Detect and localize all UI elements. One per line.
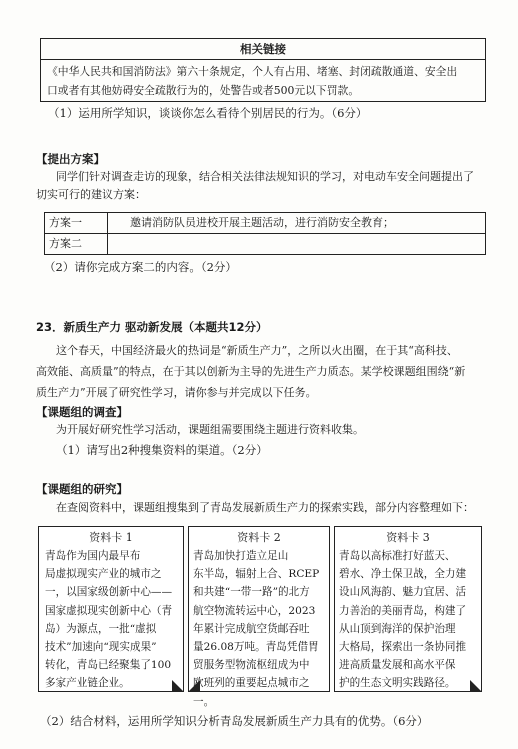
related-link-line: 《中华人民共和国消防法》第六十条规定，个人有占用、堵塞、封闭疏散通道、安全出 [47, 65, 458, 78]
research-text: 在查阅资料中，课题组搜集到了青岛发展新质生产力的探索实践，部分内容整理如下： [56, 501, 474, 514]
card-text: 青岛以高标准打好蓝天、 碧水、净土保卫战，全力建 设山风海韵、魅力宜居、活 力善治的美丽青岛，构建了 从山顶到海洋的保护治理 大格局，探索出一条协同推 进高质量发展和高水平保 护的生态文明实践路径。 [339, 550, 467, 690]
section-23-paragraph-line: 高效能、高质量”的特点，在于其以创新为主导的先进生产力质态。某学校课题组围绕“新 [36, 365, 466, 378]
proposal-row [45, 233, 485, 254]
page-curl-icon [188, 680, 200, 692]
survey-text: 为开展好研究性学习活动，课题组需要围绕主题进行资料收集。 [56, 423, 364, 436]
proposal-intro-line: 同学们针对调查走访的现象，结合相关法律法规知识的学习，对电动车安全问题提出了 [56, 170, 474, 183]
research-question: （2）结合材料，运用所学知识分析青岛发展新质生产力具有的优势。（6分） [40, 714, 429, 728]
page-curl-icon [470, 680, 482, 692]
related-link-line: 口或者有其他妨碍安全疏散行为的，处警告或者500元以下罚款。 [47, 84, 360, 97]
proposal-label: 方案二 [45, 234, 108, 254]
proposal-row [45, 213, 485, 233]
card-title: 资料卡 2 [237, 531, 281, 544]
section-23-title: 23．新质生产力 驱动新发展（本题共12分） [36, 320, 268, 334]
related-link-box [40, 38, 486, 102]
related-link-title: 相关链接 [41, 39, 485, 60]
material-card-2 [188, 526, 330, 708]
card-title: 资料卡 1 [89, 531, 133, 544]
section-23-paragraph-line: 质生产力”开展了研究性学习，请你参与并完成以下任务。 [36, 386, 317, 399]
card-text: 青岛作为国内最早布 局虚拟现实产业的城市之 一，以国家级创新中心—— 国家虚拟现实创新中心（青 岛）为源点，一批“虚拟 技术”加速向“现实成果” 转化，青岛已经聚集了100 多家产业链企业。 [45, 550, 173, 690]
survey-heading: 【课题组的调查】 [36, 405, 128, 419]
survey-question: （1）请写出2种搜集资料的渠道。（2分） [56, 443, 268, 457]
page-curl-icon [172, 680, 184, 692]
proposal-intro-line: 切实可行的建议方案： [36, 188, 146, 201]
proposal-heading: 【提出方案】 [36, 152, 105, 166]
proposal-content: 邀请消防队员进校开展主题活动，进行消防安全教育； [130, 216, 394, 229]
section-23-paragraph-line: 这个春天，中国经济最火的热词是“新质生产力”，之所以火出圈，在于其“高科技、 [56, 344, 458, 357]
question-2: （2）请你完成方案二的内容。（2分） [44, 260, 237, 274]
related-link-body [41, 60, 485, 102]
research-heading: 【课题组的研究】 [36, 482, 128, 496]
card-title: 资料卡 3 [386, 531, 430, 544]
material-card-1 [38, 526, 184, 692]
material-card-3 [334, 526, 482, 692]
proposal-label: 方案一 [45, 213, 108, 233]
proposal-answer-blank[interactable] [108, 234, 485, 254]
proposal-table [44, 212, 486, 255]
card-text: 青岛加快打造立足山 东半岛，辐射上合、RCEP 和共建“一带一路”的北方 航空物流转运中心，2023 年累计完成航空货邮吞吐 量26.08万吨。青岛凭借胃 贸服务型物流枢纽成为中 欧班列的重要起点城市之 一。 [193, 550, 320, 708]
question-1: （1）运用所学知识，谈谈你怎么看待个别居民的行为。（6分） [48, 106, 368, 120]
